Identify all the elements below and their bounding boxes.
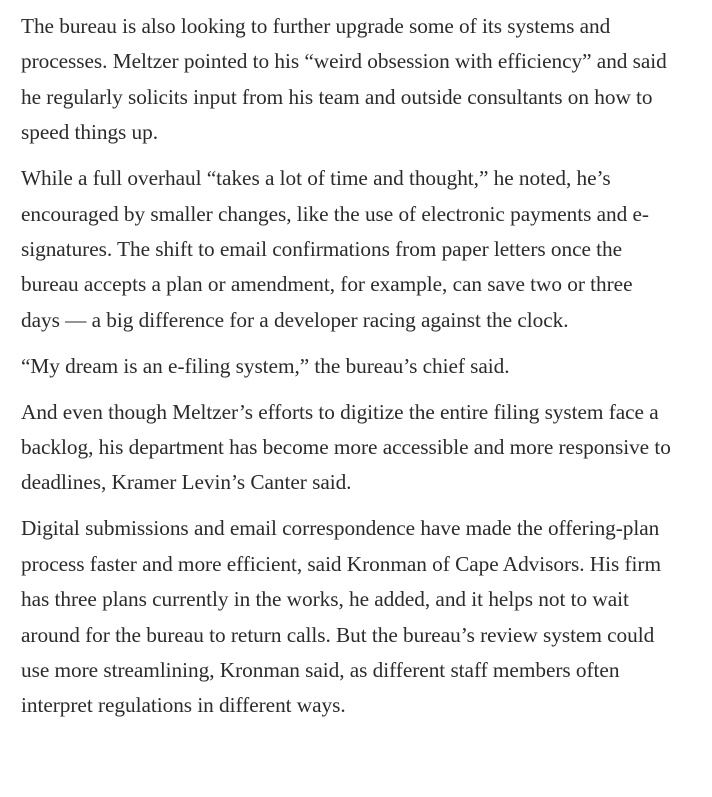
paragraph-digitize-backlog: And even though Meltzer’s efforts to digitize the entire filing system face a backlog, his department has become more accessible and more responsive to deadlines, Kramer Levin’s Canter said. (21, 399, 671, 495)
paragraph-smaller-changes: While a full overhaul “takes a lot of time and thought,” he noted, he’s encouraged by smaller changes, like the use of electronic payments and e-signatures. The shift to email confirmations from paper letters once the bureau accepts a plan or amendment, for example, can save two or three days — a big difference for a developer racing against the clock. (21, 166, 649, 332)
paragraph-digital-submissions: Digital submissions and email correspondence have made the offering-plan process faster and more efficient, said Kronman of Cape Advisors. His firm has three plans currently in the works, he added, and it helps not to wait around for the bureau to return calls. But the bureau’s review system could use more streamlining, Kronman said, as different staff members often interpret regulations in different ways. (21, 516, 661, 718)
paragraph-efficiency-upgrades: The bureau is also looking to further upgrade some of its systems and processes. Meltzer pointed to his “weird obsession with efficiency” and said he regularly solicits input from his team and outside consultants on how to speed things up. (21, 14, 667, 145)
paragraph-e-filing-quote: “My dream is an e-filing system,” the bureau’s chief said. (21, 353, 510, 378)
